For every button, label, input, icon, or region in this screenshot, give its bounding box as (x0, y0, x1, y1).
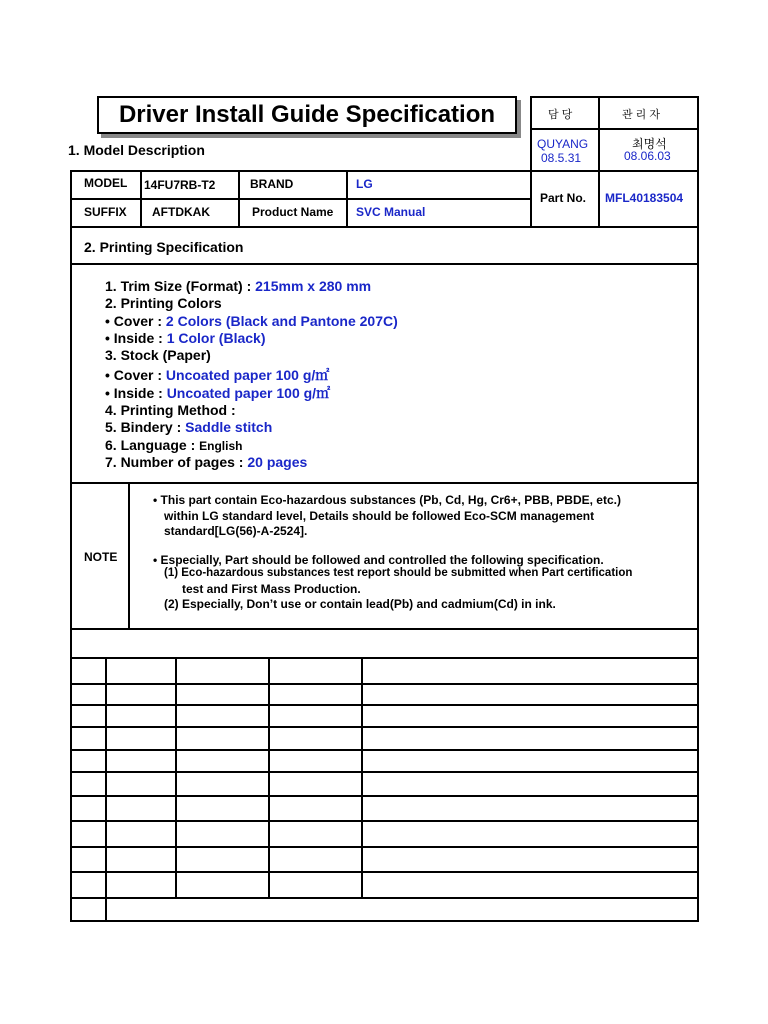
brand-value: LG (356, 177, 373, 191)
product-name-label: Product Name (252, 205, 334, 219)
document-title-box (97, 96, 517, 134)
spec-bindery: 5. Bindery : Saddle stitch (105, 419, 273, 435)
spec-cover-colors: • Cover : 2 Colors (Black and Pantone 207C) (105, 313, 398, 329)
note-line-2: within LG standard level, Details should be followed Eco-SCM management (164, 509, 595, 523)
model-value: 14FU7RB-T2 (144, 178, 216, 192)
suffix-value: AFTDKAK (152, 205, 210, 219)
note-line-3: standard[LG(56)-A-2524]. (164, 524, 308, 538)
part-no-label: Part No. (540, 191, 587, 205)
approval-col1-label: 담 당 (548, 109, 573, 121)
note-line-7: (2) Especially, Don’t use or contain lead(Pb) and cadmium(Cd) in ink. (164, 597, 556, 611)
spec-cover-paper: • Cover : Uncoated paper 100 g/㎡ (105, 367, 330, 383)
spec-number-of-pages: 7. Number of pages : 20 pages (105, 454, 308, 470)
product-name-value: SVC Manual (356, 205, 426, 219)
note-line-6: test and First Mass Production. (182, 582, 361, 596)
note-label: NOTE (84, 550, 118, 564)
spec-inside-colors: • Inside : 1 Color (Black) (105, 330, 266, 346)
spec-printing-colors: 2. Printing Colors (105, 295, 222, 311)
approval-col2-label: 관 리 자 (622, 109, 660, 121)
spec-trim-size: 1. Trim Size (Format) : 215mm x 280 mm (105, 278, 372, 294)
approval-col1-date: 08.5.31 (541, 151, 582, 165)
model-description-heading: 1. Model Description (68, 142, 205, 158)
document-title: Driver Install Guide Specification (118, 101, 496, 128)
note-line-4: • Especially, Part should be followed and controlled the following specification. (153, 553, 604, 567)
note-line-1: • This part contain Eco-hazardous substances (Pb, Cd, Hg, Cr6+, PBB, PBDE, etc.) (153, 493, 621, 507)
model-label: MODEL (84, 176, 128, 190)
spec-language: 6. Language : English (105, 437, 243, 453)
spec-stock: 3. Stock (Paper) (105, 347, 211, 363)
spec-inside-paper: • Inside : Uncoated paper 100 g/㎡ (105, 385, 331, 401)
note-line-5: (1) Eco-hazardous substances test report should be submitted when Part certification (164, 567, 633, 579)
approval-col1-name: QUYANG (537, 137, 589, 151)
brand-label: BRAND (250, 177, 294, 191)
approval-col2-date: 08.06.03 (624, 149, 671, 163)
approval-col2-name: 최명석 (632, 137, 667, 151)
part-no-value: MFL40183504 (605, 191, 684, 205)
printing-spec-heading: 2. Printing Specification (84, 239, 244, 255)
spec-printing-method: 4. Printing Method : (105, 402, 236, 418)
suffix-label: SUFFIX (84, 205, 127, 219)
